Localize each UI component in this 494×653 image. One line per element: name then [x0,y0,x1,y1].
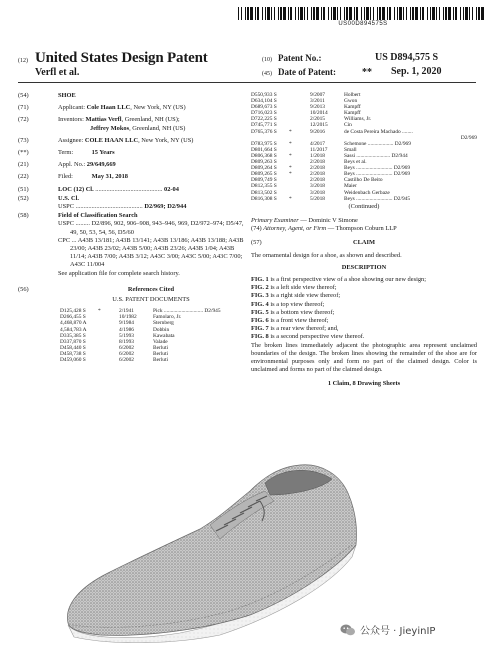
barcode-bar [469,7,470,20]
barcode-bar [267,7,270,20]
reference-row: D806,368 S * 1/2018 Sassi ......................... D2/944 [251,152,408,159]
barcode-bar [389,7,391,20]
reference-row: D634,104 S 3/2011 Gwon [251,98,358,105]
applicant-name: Cole Haan LLC [86,104,131,112]
barcode-bar [379,7,381,20]
barcode-bar [340,7,341,20]
field-51: (51) LOC (12) Cl. .......................................... 02-04 [18,185,179,193]
left-column [18,92,244,363]
application-number: 29/649,669 [86,161,116,169]
patent-type-title: United States Design Patent [35,50,208,66]
barcode-bar [476,7,477,20]
code-12: (12) [18,58,28,64]
continued-note: (Continued) [348,202,380,210]
filed-date: May 31, 2018 [91,173,128,181]
reference-row: D335,385 S 5/1993 Kawabata [60,332,175,339]
barcode-bar [481,7,484,20]
references-heading: References Cited [127,285,175,293]
barcode-bar [366,7,369,20]
barcode-bar [382,7,385,20]
code-10: (10) [262,57,272,63]
field-52: (52) U.S. Cl. USPC .......................................... D2/969; D2/944 [18,194,187,211]
primary-examiner: Primary Examiner — Dominic V Simone (74) Attorney, Agent, or Firm — Thompson Coburn LLP [251,216,397,233]
barcode-bar [460,7,461,20]
barcode-bar [255,7,256,20]
barcode-bar [280,7,282,20]
barcode-bar [307,7,308,20]
barcode-bar [361,7,362,20]
inventors-short: Verfl et al. [35,67,80,78]
barcode-bar [453,7,454,20]
barcode-bar [364,7,365,20]
reference-row: D816,308 S * 5/2018 Beys ........................... D2/945 [251,195,411,202]
barcode-bar [331,7,332,20]
barcode-bar [298,7,299,20]
barcode-bar [290,7,292,20]
reference-row: D813,502 S 3/2018 Weidenbach Gerbaze [251,189,390,196]
field-term: (**) Term: 15 Years [18,149,115,157]
description-heading: DESCRIPTION [341,263,387,271]
patent-date: Sep. 1, 2020 [391,66,442,77]
field-56: (56) References Cited [18,286,244,294]
broken-lines-text: The broken lines immediately adjacent the photographic area represent unclaimed boundaries of the design. The broken lines showing the remainder of the shoe are for environmental purposes only and form no part of the claimed design. Color is unclaimed and forms no part of the claimed design. [251,341,477,374]
shoe-drawing [60,455,370,643]
reference-row: D812,355 S 3/2018 Maier [251,183,357,190]
barcode-bar [271,7,272,20]
figure-description: FIG. 3 is a right side view thereof; [251,292,341,300]
watermark-text: 公众号 · JieyinIP [360,626,436,637]
barcode-bar [455,7,457,20]
date-label: Date of Patent: [278,67,336,77]
figure-description: FIG. 5 is a bottom view thereof; [251,308,335,316]
field-71: (71) Applicant: Cole Haan LLC, New York, NY (US) [18,104,186,112]
right-column [251,92,477,389]
figure-description: FIG. 4 is a top view thereof; [251,300,325,308]
barcode-bar [288,7,289,20]
field-54: (54) SHOE [18,92,76,99]
figure-description: FIG. 6 is a front view thereof; [251,316,329,324]
date-mark: ** [362,67,372,78]
field-21: (21) Appl. No.: 29/649,669 [18,161,116,169]
barcode-bar [283,7,286,20]
term-value: 15 Years [91,149,115,157]
barcode [238,7,488,20]
barcode-bar [311,7,312,20]
barcode-bar [463,7,464,20]
barcode-bar [394,7,395,20]
cpc-search: CPC ... A43B 13/181; A43B 13/141; A43B 13/186; A43B 13/188; A43B 23/00; A43B 23/02; A43B 5/00; A43B 23/26; A43B 1/04; A43B 11/14; A43B 7/00; A43B 3/12; A43C 3/00; A43C 5/00; A43C 7/00; A43C 11/004 [58,236,244,269]
reference-row: D458,440 S 6/2002 Berluti [60,344,168,351]
reference-row: D801,664 S 11/2017 Small [251,146,357,153]
reference-row: 4,468,870 A 9/1984 Sternberg [60,320,174,327]
reference-row: D125,428 S * 2/1941 Pick ............................. D2/945 [60,308,221,315]
reference-row: 4,584,783 A 4/1986 Dobbin [60,326,170,333]
reference-row: D809,264 S * 2/2018 Beys ........................... D2/969 [251,165,411,172]
figure-list [251,276,477,342]
barcode-bar [274,7,275,20]
references-table-left [60,308,240,363]
field-72: (72) Inventors: Mattias Verfl, Greenland, NH (US); Jeffrey Mokos, Greenland, NH (US) [18,116,186,132]
reference-row: D266,455 S 10/1982 Famolaro, Jr. [60,314,182,321]
barcode-bar [445,7,447,20]
us-patent-docs-heading: U.S. PATENT DOCUMENTS [112,296,190,304]
search-note: See application file for complete search history. [58,269,180,277]
reference-row: D550,933 S 9/2007 Holbert [251,92,361,98]
watermark [340,622,435,637]
barcode-bar [304,7,305,20]
reference-row: D765,376 S * 9/2016 de Costa Pereira Machado ........ [251,128,413,135]
barcode-bar [245,7,246,20]
barcode-bar [278,7,279,20]
code-45: (45) [262,71,272,77]
barcode-bar [415,7,418,20]
field-58: (58) Field of Classification Search USPC ......... D2/896, 902, 906–908, 943–946, 969, D2/972–974; D5/47, 49, 50, 53, 54, 56, D5/60 CPC ... A43B 13/181; A43B 13/141; A43B 13/186; A43B 13/188; A43B 23/00; A43B 23/02; A43B 5/00; A43B 23/26; A43B 1/04; A43B 11/14; A43B 7/00; A43B 3/12; A43C 3/00; A43C 5/00; A43C 7/00; A43C 11/004 See application file for complete search history. [18,212,244,277]
claim-heading: (57) CLAIM [251,239,375,247]
barcode-bar [422,7,424,20]
barcode-bar [373,7,374,20]
barcode-bar [316,7,319,20]
barcode-bar [420,7,421,20]
barcode-bar [250,7,253,20]
barcode-bar [321,7,322,20]
reference-row: D337,870 S 8/1993 Valade [60,338,168,345]
design-title: SHOE [58,92,76,99]
figure-description: FIG. 7 is a rear view thereof; and, [251,325,339,333]
barcode-bar [410,7,411,20]
barcode-bar [356,7,358,20]
claim-text: The ornamental design for a shoe, as shown and described. [251,251,402,259]
claims-count: 1 Claim, 8 Drawing Sheets [327,380,401,388]
figure-description: FIG. 8 is a second perspective view thereof. [251,333,365,341]
barcode-bar [439,7,440,20]
barcode-bar [436,7,437,20]
barcode-bar [412,7,414,20]
barcode-number: US00D894575S [338,21,388,27]
field-73: (73) Assignee: COLE HAAN LLC, New York, NY (US) [18,136,194,144]
barcode-bar [377,7,378,20]
reference-row: D809,265 S * 2/2018 Beys ........................... D2/969 [251,171,411,178]
reference-row: D809,263 S 2/2018 Beys et al. [251,159,367,166]
header-rule [18,82,476,83]
figure-description: FIG. 2 is a left side view thereof; [251,284,337,292]
reference-row: D809,749 S 2/2018 Castilho De Beito [251,177,383,184]
barcode-bar [472,7,473,20]
figure-description: FIG. 1 is a first perspective view of a shoe showing our new design; [251,275,427,283]
barcode-bar [262,7,263,20]
barcode-bar [346,7,348,20]
barcode-bar [247,7,249,20]
field-22: (22) Filed: May 31, 2018 [18,173,128,181]
assignee-name: COLE HAAN LLC [84,136,139,144]
barcode-bar [443,7,444,20]
inventor-2: Jeffrey Mokos [90,124,130,132]
reference-row: D689,673 S 9/2013 Kampff [251,104,361,111]
patent-number: US D894,575 S [375,52,439,63]
barcode-bar [430,7,431,20]
barcode-bar [448,7,451,20]
barcode-bar [337,7,338,20]
barcode-bar [354,7,355,20]
reference-row: D2/969 [460,134,477,141]
reference-row: D745,771 S 12/2015 Cin [251,122,352,129]
barcode-bar [323,7,325,20]
barcode-bar [257,7,259,20]
us-class: D2/969; D2/944 [144,203,187,211]
patent-no-label: Patent No.: [278,53,322,63]
reference-row: D783,975 S * 4/2017 Schemone ................... D2/969 [251,140,411,147]
barcode-bar [397,7,398,20]
barcode-bar [333,7,336,20]
barcode-bar [387,7,388,20]
barcode-bar [344,7,345,20]
reference-row: D458,738 S 6/2002 Berluti [60,350,168,357]
barcode-bar [399,7,402,20]
barcode-bar [241,7,242,20]
barcode-bar [406,7,407,20]
barcode-bar [432,7,435,20]
barcode-bar [300,7,303,20]
uspc-search: USPC ......... D2/896, 902, 906–908, 943–946, 969, D2/972–974; D5/47, 49, 50, 53, 54, 56, D5/60 [58,220,244,236]
wechat-icon [340,623,356,637]
barcode-bar [265,7,266,20]
barcode-bar [238,7,239,20]
reference-row: D716,023 S 10/2014 Kampff [251,110,361,117]
barcode-bar [328,7,329,20]
reference-row: D722,225 S 2/2015 Williams, Jr. [251,116,372,123]
reference-row: D459,060 S 6/2002 Berluti [60,357,168,364]
barcode-bar [465,7,468,20]
barcode-bar [403,7,404,20]
barcode-bar [370,7,371,20]
references-table-right [251,92,477,202]
barcode-bar [427,7,428,20]
barcode-bar [313,7,315,20]
barcode-bar [478,7,480,20]
barcode-bar [349,7,352,20]
loc-class: 02-04 [164,185,179,193]
barcode-bar [295,7,296,20]
inventor-1: Mattias Verfl [85,116,122,124]
